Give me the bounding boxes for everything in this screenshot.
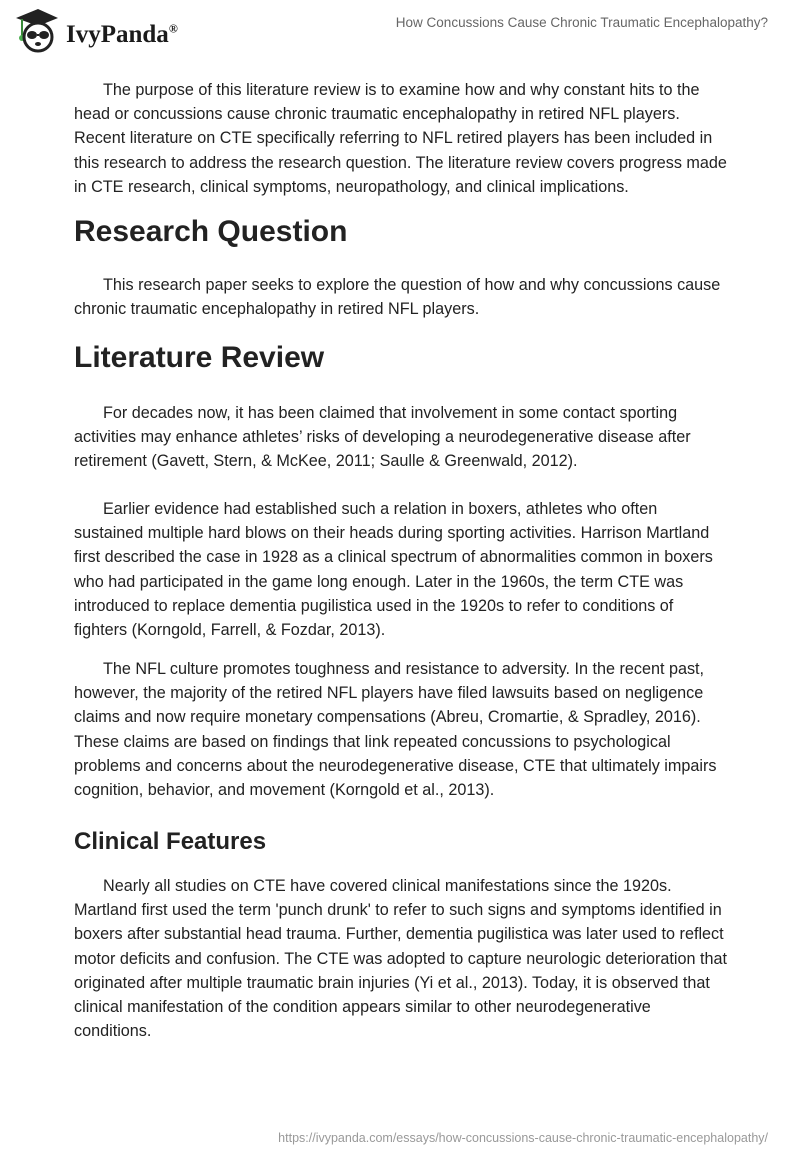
ivypanda-logo[interactable]: [12, 6, 178, 54]
registered-mark: ®: [168, 21, 178, 36]
document-title: How Concussions Cause Chronic Traumatic Encephalopathy?: [395, 15, 768, 30]
literature-paragraph-2: Earlier evidence had established such a relation in boxers, athletes who often sustained multiple hard blows on their heads during sporting activities. Harrison Martland first described the case in 1928 as a clinical spectrum of abnormalities common in boxers who had participated in the game long enough. Later in the 1960s, the term CTE was introduced to replace dementia pugilistica used in the 1920s to refer to conditions of fighters (Korngold, Farrell, & Fozdar, 2013).: [74, 500, 713, 640]
clinical-features-paragraph: Nearly all studies on CTE have covered clinical manifestations since the 1920s. Martland first used the term 'punch drunk' to refer to such signs and symptoms identified in boxers after substantial head trauma. Further, dementia pugilistica was later used to reflect motor deficits and confusion. The CTE was adopted to capture neurologic deterioration that originated after multiple traumatic brain injuries (Yi et al., 2013). Today, it is observed that clinical manifestation of the condition appears similar to other neurodegenerative conditions.: [74, 877, 727, 1041]
panda-graduate-icon: [12, 6, 60, 54]
source-url-link[interactable]: https://ivypanda.com/essays/how-concussions-cause-chronic-traumatic-encephalopathy/: [278, 1131, 768, 1145]
intro-paragraph: The purpose of this literature review is to examine how and why constant hits to the head or concussions cause chronic traumatic encephalopathy in retired NFL players. Recent literature on CTE specifically referring to NFL retired players has been included in this research to address the research question. The literature review covers progress made in CTE research, clinical symptoms, neuropathology, and clinical implications.: [74, 81, 727, 196]
heading-research-question: Research Question: [74, 215, 348, 248]
heading-clinical-features: Clinical Features: [74, 828, 267, 855]
research-question-paragraph: This research paper seeks to explore the question of how and why concussions cause chronic traumatic encephalopathy in retired NFL players.: [74, 276, 721, 319]
literature-paragraph-1: For decades now, it has been claimed that involvement in some contact sporting activities may enhance athletes’ risks of developing a neurodegenerative disease after retirement (Gavett, Stern, & McKee, 2011; Saulle & Greenwald, 2012).: [74, 404, 691, 471]
logo-text: IvyPanda: [66, 21, 169, 48]
heading-literature-review: Literature Review: [74, 341, 325, 374]
literature-paragraph-3: The NFL culture promotes toughness and resistance to adversity. In the recent past, however, the majority of the retired NFL players have filed lawsuits based on negligence claims and now require monetary compensations (Abreu, Cromartie, & Spradley, 2016). These claims are based on findings that link repeated concussions to psychological problems and concerns about the neurodegenerative disease, CTE that ultimately impairs cognition, behavior, and movement (Korngold et al., 2013).: [74, 660, 717, 800]
